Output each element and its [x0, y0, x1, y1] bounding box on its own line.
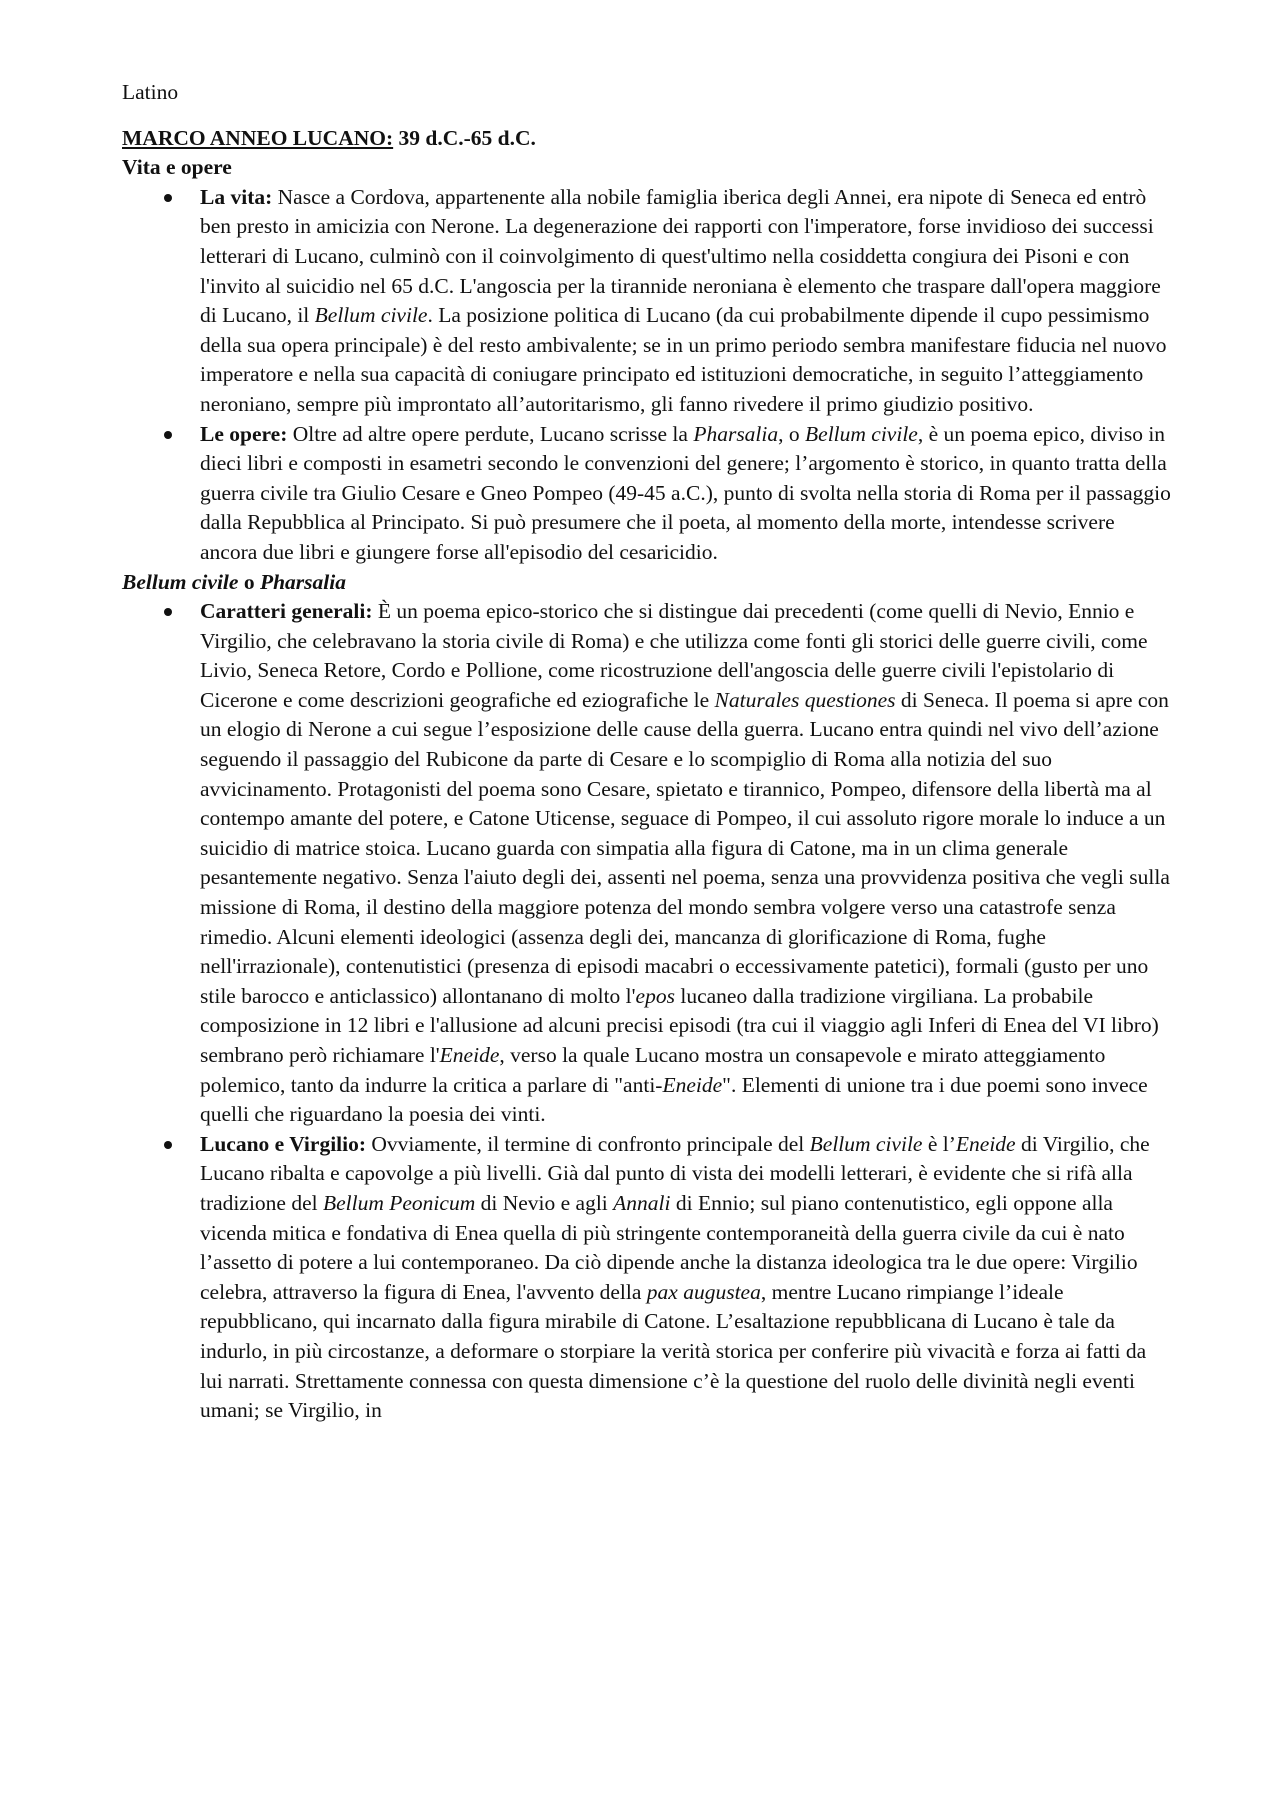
document-page — [122, 78, 1172, 1426]
item-text — [200, 422, 1171, 564]
page-title — [122, 124, 1172, 154]
body-text: Nasce a Cordova, appartenente alla nobile famiglia iberica degli Annei, era nipote di Seneca ed entrò ben presto in amicizia con Nerone. La degenerazione dei rapporti con l'imperatore, forse invidioso dei successi letterari di Lucano, culminò con il coinvolgimento di quest'ultimo nella cosiddetta congiura dei Pisoni e con l'invito al suicidio nel 65 d.C. L'angoscia per la tirannide neroniana è elemento che traspare dall'opera maggiore di Lucano, il — [200, 184, 1161, 328]
body-text: di Ennio; sul piano contenutistico, egli oppone alla vicenda mitica e fondativa di Enea quella di più stringente contemporaneità della guerra civile da cui è nato l’assetto di potere a lui contemporaneo. Da ciò dipende anche la distanza ideologica tra le due opere: Virgilio celebra, attraverso la figura di Enea, l'avvento della — [200, 1190, 1138, 1304]
body-text: di Nevio e agli — [475, 1190, 614, 1215]
body-text: , è un poema epico, diviso in dieci libri e composti in esametri secondo le convenzioni del genere; l’argomento è storico, in quanto tratta della guerra civile tra Giulio Cesare e Gneo Pompeo (49-45 a.C.), punto di svolta nella storia di Roma per il passaggio dalla Repubblica al Principato. Si può presumere che il poeta, al momento della morte, intendesse scrivere ancora due libri e giungere forse all'episodio del cesaricidio. — [200, 421, 1171, 564]
italic-text: Bellum civile — [805, 421, 918, 446]
italic-text: pax augustea — [646, 1279, 761, 1304]
list-item — [122, 1130, 1172, 1426]
body-text: Ovviamente, il termine di confronto principale del — [366, 1131, 810, 1156]
bullet-icon — [164, 194, 172, 202]
bullet-list-vita — [122, 183, 1172, 568]
heading-connector: o — [238, 569, 260, 594]
italic-text: epos — [635, 983, 675, 1008]
heading-title-2: Pharsalia — [259, 569, 346, 594]
list-item — [122, 183, 1172, 420]
item-label: Lucano e Virgilio: — [200, 1131, 367, 1156]
bullet-list-bellum — [122, 597, 1172, 1426]
body-text: , mentre Lucano rimpiange l’ideale repubblicano, qui incarnato dalla figura mirabile di Catone. L’esaltazione repubblicana di Lucano è tale da indurlo, in più circostanze, a deformare o storpiare la verità storica per conferire più vivacità e forza ai fatti da lui narrati. Strettamente connessa con questa dimensione c’è la questione del ruolo delle divinità negli eventi umani; se Virgilio, in — [200, 1279, 1147, 1423]
italic-text: Bellum Peonicum — [322, 1190, 476, 1215]
body-text: di Virgilio, che Lucano ribalta e capovolge a più livelli. Già dal punto di vista dei modelli letterari, è evidente che si rifà alla tradizione del — [200, 1131, 1150, 1215]
body-text: . La posizione politica di Lucano (da cui probabilmente dipende il cupo pessimismo della sua opera principale) è del resto ambivalente; se in un primo periodo sembra manifestare fiducia nel nuovo imperatore e nella sua capacità di coniugare principato ed istituzioni democratiche, in seguito l’atteggiamento neroniano, sempre più improntato all’autoritarismo, gli fanno rivedere il primo giudizio positivo. — [200, 303, 1167, 416]
italic-text: Naturales questiones — [714, 687, 896, 712]
italic-text: Annali — [613, 1190, 671, 1215]
bullet-icon — [164, 608, 172, 616]
item-label: Le opere: — [200, 421, 288, 446]
italic-text: Eneide — [955, 1131, 1016, 1156]
item-text — [200, 1132, 1150, 1422]
italic-text: Bellum civile — [314, 303, 428, 328]
italic-text: Bellum civile — [809, 1131, 923, 1156]
body-text: ". Elementi di unione tra i due poemi sono invece quelli che riguardano la poesia dei vinti. — [200, 1072, 1148, 1127]
body-text: è l’ — [922, 1131, 956, 1156]
list-item — [122, 420, 1172, 568]
item-label: La vita: — [200, 184, 273, 209]
italic-text: Pharsalia — [693, 421, 779, 446]
heading-title-1: Bellum civile — [122, 569, 239, 594]
item-text — [200, 185, 1167, 416]
body-text: È un poema epico-storico che si distingue dai precedenti (come quelli di Nevio, Ennio e Virgilio, che celebravano la storia civile di Roma) e che utilizza come fonti gli storici delle guerre civili, come Livio, Seneca Retore, Cordo e Pollione, come ricostruzione dell'angoscia delle guerre civili l'epistolario di Cicerone e come descrizioni geografiche ed eziografiche le — [200, 599, 1148, 712]
section-heading-bellum — [122, 568, 1172, 598]
list-item — [122, 597, 1172, 1130]
bullet-icon — [164, 1141, 172, 1149]
course-label: Latino — [122, 80, 179, 104]
item-text — [200, 599, 1170, 1126]
body-text: Oltre ad altre opere perdute, Lucano scrisse la — [287, 421, 694, 446]
body-text: , verso la quale Lucano mostra un consapevole e mirato atteggiamento polemico, tanto da indurre la critica a parlare di "anti- — [200, 1043, 1106, 1097]
italic-text: Eneide — [662, 1072, 723, 1097]
italic-text: Eneide — [439, 1043, 500, 1067]
author-dates: 39 d.C.-65 d.C. — [393, 125, 536, 150]
body-text: di Seneca. Il poema si apre con un elogio di Nerone a cui segue l’esposizione delle cause della guerra. Lucano entra quindi nel vivo dell’azione seguendo il passaggio del Rubicone da parte di Cesare e lo scompiglio di Roma alla notizia del suo avvicinamento. Protagonisti del poema sono Cesare, spietato e tirannico, Pompeo, difensore della libertà ma al contempo amante del potere, e Catone Uticense, seguace di Pompeo, il cui assoluto rigore morale lo induce a un suicidio di matrice stoica. Lucano guarda con simpatia alla figura di Catone, ma in un clima generale pesantemente negativo. Senza l'aiuto degli dei, assenti nel poema, senza una provvidenza positiva che vegli sulla missione di Roma, il destino della maggiore potenza del mondo sembra volgere verso una catastrofe senza rimedio. Alcuni elementi ideologici (assenza degli dei, mancanza di glorificazione di Roma, fughe nell'irrazionale), contenutistici (presenza di episodi macabri o eccessivamente patetici), formali (gusto per uno stile barocco e anticlassico) allontanano di molto l' — [200, 687, 1170, 1008]
body-text: , o — [778, 421, 806, 446]
body-text: lucaneo dalla tradizione virgiliana. La probabile composizione in 12 libri e l'allusione ad alcuni precisi episodi (tra cui il viaggio agli Inferi di Enea del VI libro) sembrano però richiamare l' — [200, 983, 1159, 1067]
section-heading-vita: Vita e opere — [122, 155, 232, 180]
item-label: Caratteri generali: — [200, 599, 373, 624]
author-name: MARCO ANNEO LUCANO: — [122, 125, 394, 150]
bullet-icon — [164, 431, 172, 439]
